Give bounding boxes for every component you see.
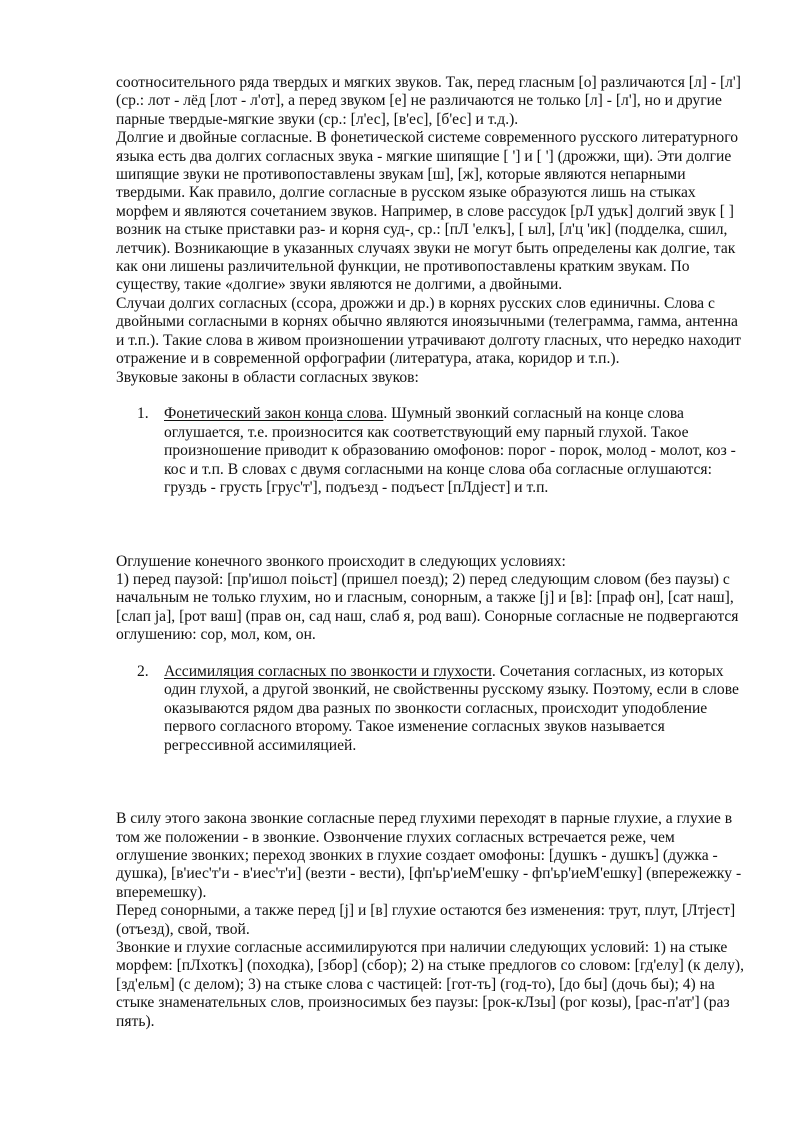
paragraph: соотносительного ряда твердых и мягких звуков. Так, перед гласным [о] различаются [л] - [л'] (ср.: лот - лёд [лот - л'от], а перед звуком [е] не различаются не только [л] - [л'], но и другие парные твердые-мягкие звуки (ср.: [л'ес], [в'ес], [б'ес] и т.д.). — [116, 74, 741, 128]
paragraph: В силу этого закона звонкие согласные перед глухими переходят в парные глухие, а глухие в том же положении - в звонкие. Озвончение глухих согласных встречается реже, чем оглушение звонких; переход звонких в глухие создает омофоны: [душкъ - душкъ] (дужка - душка), [в'иес'т'и - в'иес'т'и] (везти - вести), [фп'ьр'иеМ'ешку - фп'ьр'иеМ'ешку] (впережежку - вперемешку). — [116, 810, 742, 901]
paragraph: 1) перед паузой: [пр'ишол поіьст] (пришел поезд); 2) перед следующим словом (без паузы) с начальным не только глухим, но и гласным, сонорным, а также [j] и [в]: [праф он], [сат наш], [слап ја], [рот ваш] (прав он, сад наш, слаб я, род ваш). Сонорные согласные не подвергаются оглушению: сор, мол, ком, он. — [116, 570, 739, 644]
paragraph: Перед сонорными, а также перед [j] и [в] глухие остаются без изменения: трут, плут, [Лтјест] (отъезд), свой, твой. — [116, 902, 736, 938]
spacer — [116, 534, 746, 552]
law-text: . Сочетания согласных, из которых один глухой, а другой звонкий, не свойственны русскому языку. Поэтому, если в слове оказываются рядом два разных по звонкости согласных, происходит уподобление первого согласного второму. Такое изменение согласных звуков называется регрессивной ассимиляцией. — [164, 662, 739, 754]
paragraph: Звонкие и глухие согласные ассимилируются при наличии следующих условий: 1) на стыке морфем: [пЛхоткъ] (походка), [збор] (сбор); 2) на стыке предлогов со словом: [гд'елу] (к делу), [зд'ельм] (с делом); 3) на стыке слова с частицей: [гот-ть] (год-то), [до бы] (дочь бы); 4) на стыке знаменательных слов, произносимых без паузы: [рок-кЛзы] (рог козы), [рас-п'ат'] (раз пять). — [116, 939, 744, 1030]
law-title: Ассимиляция согласных по звонкости и глухости — [164, 662, 492, 680]
document-page — [116, 74, 746, 1031]
spacer — [116, 755, 746, 792]
paragraph: Долгие и двойные согласные. В фонетической системе современного русского литературного языка есть два долгих согласных звука - мягкие шипящие [ '] и [ '] (дрожжи, щи). Эти долгие шипящие звуки не противопоставлены звукам [ш], [ж], которые являются непарными твердыми. Как правило, долгие согласные в русском языке образуются лишь на стыках морфем и являются сочетанием звуков. Например, в слове рассудок [рЛ удък] долгий звук [ ] возник на стыке приставки раз- и корня суд-, ср.: [пЛ 'елкъ], [ ыл], [л'ц 'ик] (подделка, сшил, летчик). Возникающие в указанных случаях звуки не могут быть определены как долгие, так как они лишены различительной функции, не противопоставлены кратким звукам. По существу, такие «долгие» звуки являются не долгими, а двойными. — [116, 129, 739, 294]
list-item — [116, 663, 746, 755]
law-text: . Шумный звонкий согласный на конце слова оглушается, т.е. произносится как соответствующий ему парный глухой. Такое произношение приводит к образованию омофонов: порог - порок, молод - молот, коз - кос и т.п. В словах с двумя согласными на конце слова оба согласные оглушаются: груздь - грусть [грус'т'], подъезд - подъест [пЛдјест] и т.п. — [164, 405, 736, 496]
list-number: 1. — [137, 405, 149, 423]
law-list-1 — [116, 405, 746, 497]
paragraph: Случаи долгих согласных (ссора, дрожжи и др.) в корнях русских слов единичны. Слова с двойными согласными в корнях обычно являются иноязычными (телеграмма, гамма, антенна и т.п.). Такие слова в живом произношении утрачивают долготу гласных, что нередко находит отражение и в современной орфографии (литература, атака, коридор и т.п.). — [116, 294, 742, 368]
paragraph: Оглушение конечного звонкого происходит в следующих условиях: — [116, 552, 566, 570]
list-number: 2. — [137, 662, 149, 680]
spacer — [116, 497, 746, 534]
list-item — [116, 405, 746, 497]
law-list-2 — [116, 663, 746, 755]
paragraph: Звуковые законы в области согласных звуков: — [116, 368, 419, 386]
spacer — [116, 792, 746, 810]
law-title: Фонетический закон конца слова — [164, 405, 384, 423]
